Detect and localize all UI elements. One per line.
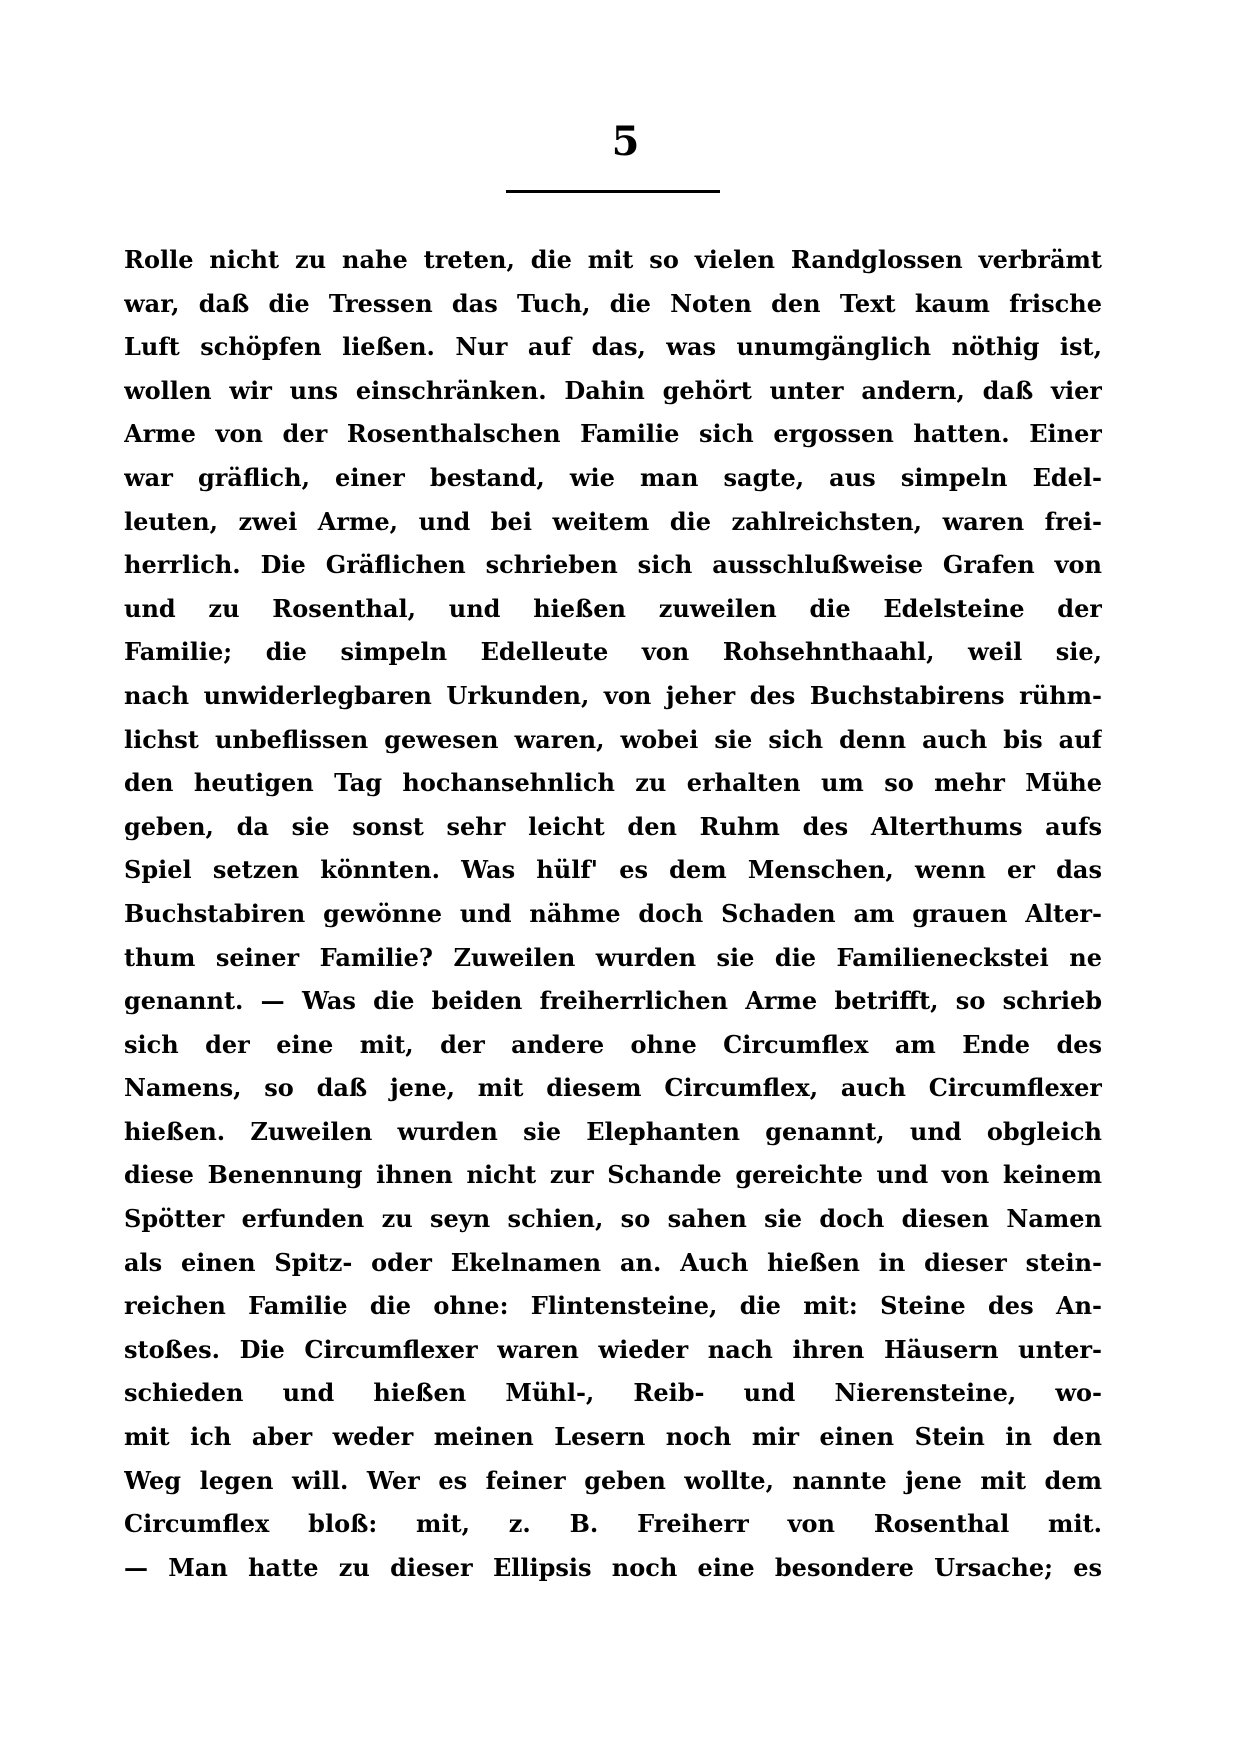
text-line: reichen Familie die ohne: Flintensteine, die mit: Steine des An-	[124, 1291, 1102, 1321]
text-line: sich der eine mit, der andere ohne Circumflex am Ende des	[124, 1029, 1102, 1059]
text-line: Rolle nicht zu nahe treten, die mit so vielen Randglossen verbrämt	[124, 245, 1102, 274]
text-line: geben, da sie sonst sehr leicht den Ruhm des Alterthums aufs	[124, 811, 1102, 841]
text-line: den heutigen Tag hochansehnlich zu erhalten um so mehr Mühe	[124, 768, 1102, 798]
text-line: Arme von der Rosenthalschen Familie sich ergossen hatten. Einer	[124, 419, 1102, 449]
page-number: 5	[611, 118, 640, 165]
text-line: mit ich aber weder meinen Lesern noch mir einen Stein in den	[124, 1422, 1102, 1452]
text-line: Familie; die simpeln Edelleute von Rohsehnthaahl, weil sie,	[124, 637, 1102, 667]
text-line: war, daß die Tressen das Tuch, die Noten den Text kaum frische	[124, 288, 1102, 318]
text-line: nach unwiderlegbaren Urkunden, von jeher des Buchstabirens rühm-	[124, 680, 1102, 710]
text-line: und zu Rosenthal, und hießen zuweilen die Edelsteine der	[124, 593, 1102, 623]
text-line: Luft schöpfen ließen. Nur auf das, was unumgänglich nöthig ist,	[124, 332, 1102, 362]
text-line: wollen wir uns einschränken. Dahin gehört unter andern, daß vier	[124, 375, 1102, 405]
text-line: genannt. — Was die beiden freiherrlichen Arme betrifft, so schrieb	[124, 986, 1102, 1016]
text-line: Spötter erfunden zu seyn schien, so sahen sie doch diesen Namen	[124, 1204, 1102, 1234]
text-line: war gräflich, einer bestand, wie man sagte, aus simpeln Edel-	[124, 462, 1102, 492]
text-line: diese Benennung ihnen nicht zur Schande gereichte und von keinem	[124, 1160, 1102, 1190]
body-text	[124, 238, 1102, 1589]
text-line: herrlich. Die Gräflichen schrieben sich ausschlußweise Grafen von	[124, 550, 1102, 580]
text-line: Spiel setzen könnten. Was hülf' es dem Menschen, wenn er das	[124, 855, 1102, 885]
text-line: lichst unbeflissen gewesen waren, wobei sie sich denn auch bis auf	[124, 724, 1102, 754]
text-line: stoßes. Die Circumflexer waren wieder nach ihren Häusern unter-	[124, 1334, 1102, 1364]
text-line: Buchstabiren gewönne und nähme doch Schaden am grauen Alter-	[124, 898, 1102, 928]
text-line: thum seiner Familie? Zuweilen wurden sie die Familieneckstei ne	[124, 942, 1102, 972]
text-line: Circumflex bloß: mit, z. B. Freiherr von Rosenthal mit.	[124, 1509, 1102, 1539]
text-line: hießen. Zuweilen wurden sie Elephanten genannt, und obgleich	[124, 1116, 1102, 1146]
text-line: Weg legen will. Wer es feiner geben wollte, nannte jene mit dem	[124, 1465, 1102, 1495]
text-line: Namens, so daß jene, mit diesem Circumflex, auch Circumflexer	[124, 1073, 1102, 1103]
text-line: leuten, zwei Arme, und bei weitem die zahlreichsten, waren frei-	[124, 506, 1102, 536]
text-line: als einen Spitz- oder Ekelnamen an. Auch hießen in dieser stein-	[124, 1247, 1102, 1277]
text-line: schieden und hießen Mühl-, Reib- und Nierensteine, wo-	[124, 1378, 1102, 1408]
text-line: — Man hatte zu dieser Ellipsis noch eine besondere Ursache; es	[124, 1552, 1102, 1582]
header-rule	[506, 190, 720, 193]
